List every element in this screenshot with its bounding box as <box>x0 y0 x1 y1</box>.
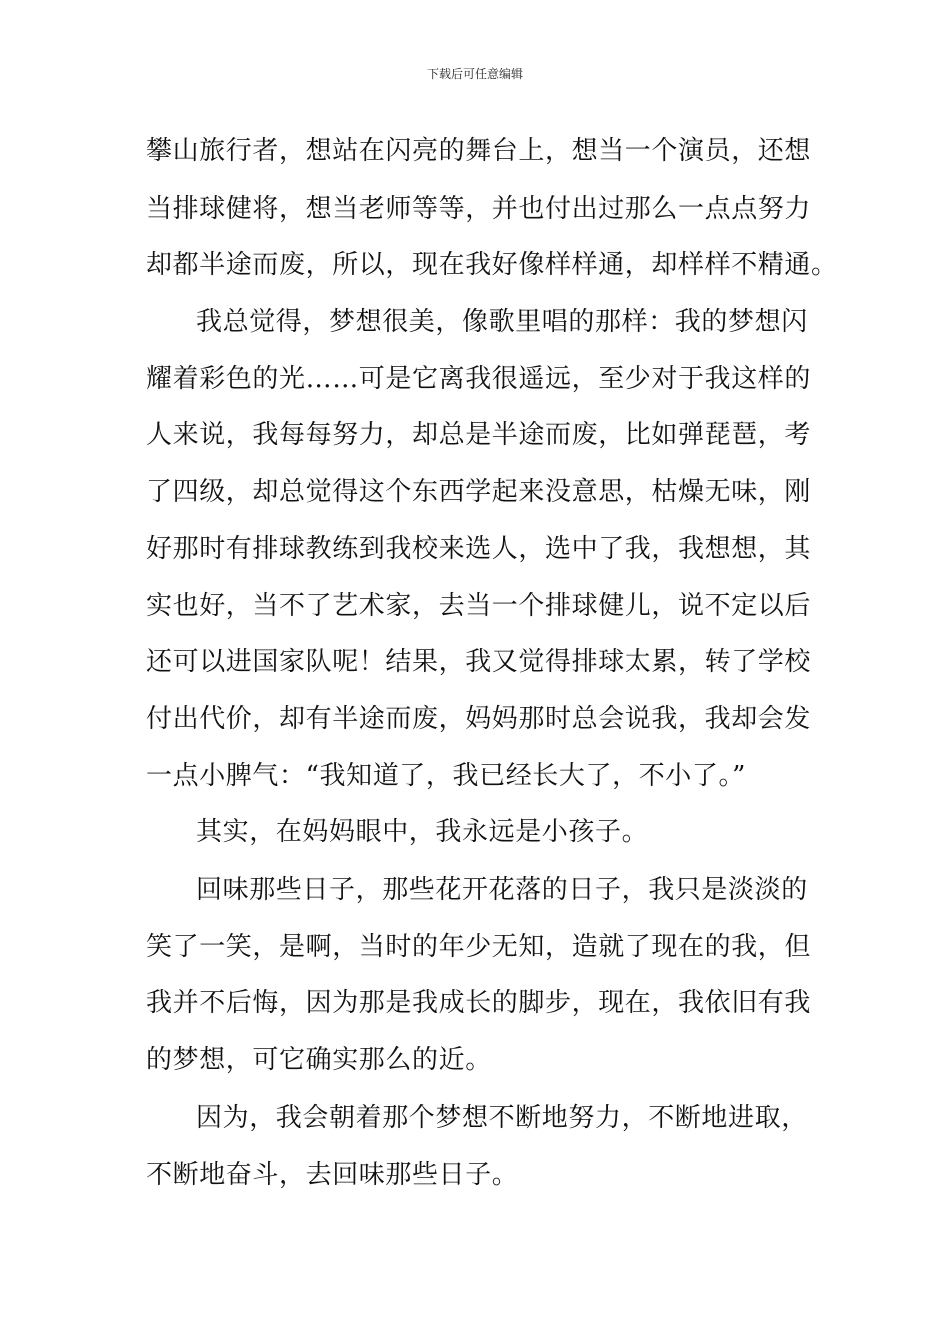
paragraph-first-line: 其实，在妈妈眼中，我永远是小孩子。 <box>196 817 649 847</box>
text-line: 了四级，却总觉得这个东西学起来没意思，枯燥无味，刚 <box>146 477 812 507</box>
text-line: 不断地奋斗，去回味那些日子。 <box>146 1160 519 1190</box>
text-line: 付出代价，却有半途而废，妈妈那时总会说我，我却会发 <box>146 704 812 734</box>
text-line: 却都半途而废，所以，现在我好像样样通，却样样不精通。 <box>146 250 838 280</box>
text-line: 还可以进国家队呢！结果，我又觉得排球太累，转了学校 <box>146 647 812 677</box>
text-line: 实也好，当不了艺术家，去当一个排球健儿，说不定以后 <box>146 591 812 621</box>
text-line: 一点小脾气：“我知道了，我已经长大了，不小了。” <box>146 761 746 791</box>
text-line: 当排球健将，想当老师等等，并也付出过那么一点点努力 <box>146 194 812 224</box>
text-line: 我并不后悔，因为那是我成长的脚步，现在，我依旧有我 <box>146 988 812 1018</box>
text-line: 人来说，我每每努力，却总是半途而废，比如弹琵琶，考 <box>146 420 812 450</box>
text-line: 好那时有排球教练到我校来选人，选中了我，我想想，其 <box>146 534 812 564</box>
page-header: 下载后可任意编辑 <box>426 67 523 81</box>
text-line: 笑了一笑，是啊，当时的年少无知，造就了现在的我，但 <box>146 932 812 962</box>
paragraph-first-line: 我总觉得，梦想很美，像歌里唱的那样：我的梦想闪 <box>196 307 808 337</box>
text-line: 的梦想，可它确实那么的近。 <box>146 1045 492 1075</box>
text-line: 耀着彩色的光……可是它离我很遥远，至少对于我这样的 <box>146 364 812 394</box>
text-line: 攀山旅行者，想站在闪亮的舞台上，想当一个演员，还想 <box>146 136 812 166</box>
paragraph-first-line: 因为，我会朝着那个梦想不断地努力，不断地进取， <box>196 1103 808 1133</box>
paragraph-first-line: 回味那些日子，那些花开花落的日子，我只是淡淡的 <box>196 875 808 905</box>
